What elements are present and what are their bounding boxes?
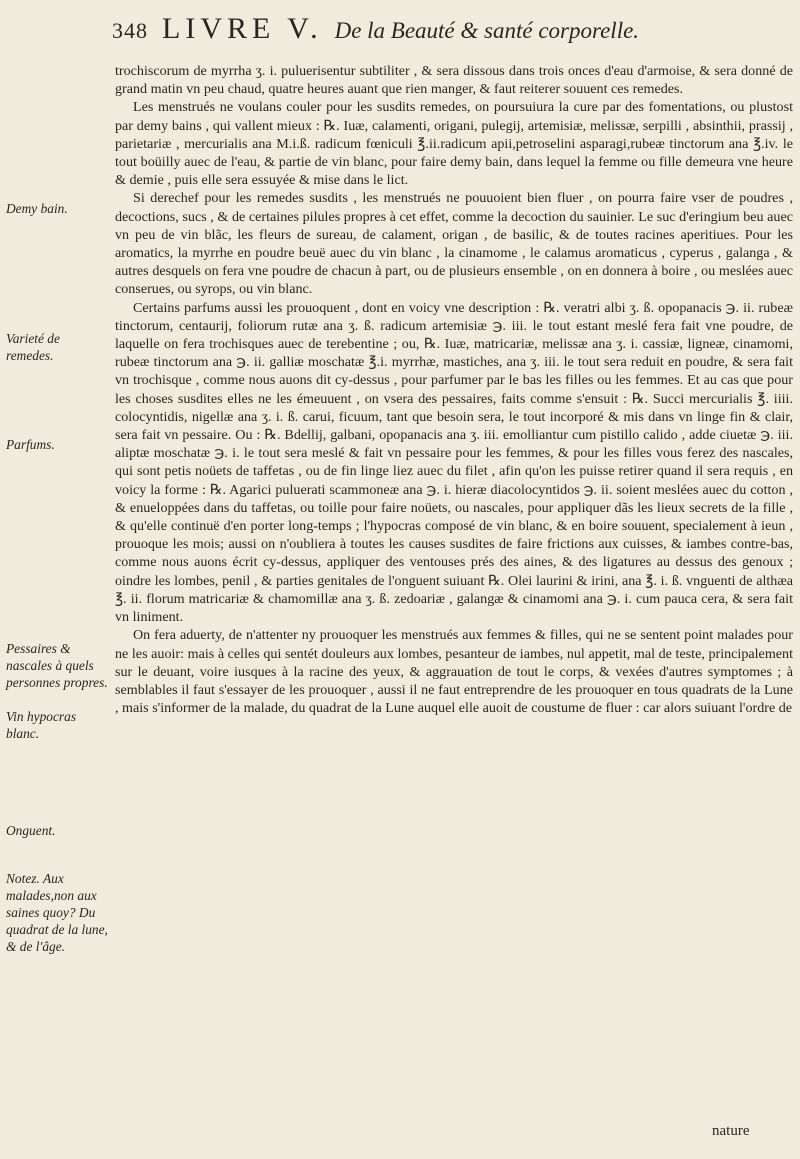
margin-note-demy-bain: Demy bain. xyxy=(6,201,68,216)
book-heading: LIVRE V. xyxy=(162,12,323,45)
margin-note-variete: Varieté de remedes. xyxy=(6,331,60,363)
margin-note-parfums: Parfums. xyxy=(6,437,55,452)
margin-note-onguent: Onguent. xyxy=(6,823,56,838)
running-head xyxy=(112,12,792,56)
paragraph-4: Certains parfums aussi les prouoquent , dont en voicy vne description : ℞. veratri albi ʒ. ß. opopanacis ℈. ii. rubeæ tinctorum, centaurij, foliorum rutæ ana ʒ. ß. radicum artemisiæ ℈. iii. le tout estant meslé fera fait vne poudre, de laquelle on fera trochisques auec de terebentine ; ou, ℞. Iuæ, matricariæ, melissæ ana ʒ. i. cassiæ, ligneæ, cinamomi, rubeæ tinctorum ana ℈. ii. galliæ moschatæ ℥.i. myrrhæ, mastiches, ana ʒ. iii. le tout sera reduit en poudre, & sera fait vn trochisque , comme nous auons dit cy-dessus , pour parfumer par le bas les filles ou les femmes. Et au cas que pour les choses susdites elles ne les émeuuent , on vsera des pessaires, faits comme s'ensuit : ℞. Succi mercurialis ℥. iiii. colocyntidis, nigellæ ana ʒ. i. ß. carui, ficuum, tant que besoin sera, le tout incorporé & mis dans vn linge fin & clair, sera fait vn pessaire. Ou : ℞. Bdellij, galbani, opopanacis ana ʒ. iii. emolliantur cum pistillo calido , adde ciuetæ ℈. iii. aliptæ moschatæ ℈. i. le tout sera meslé & fait vn pessaire pour les femmes, & pour les filles vous ferez des nascales, qui sont petis noüets de taffetas , ou de fin linge liez auec du filet , afin qu'on les puisse retirer quand il sera requis , en voicy la forme : ℞. Agarici puluerati scammoneæ ana ℈. i. hieræ diacolocyntidos ℈. ii. soient meslées auec du cotton , & enueloppées dans du taffetas, ou toille pour faire noüets, ou nascales, pour appliquer dãs les lieux secrets de la fille , & qu'elle continuë d'en porter long-temps ; l'hypocras composé de vin blanc, & en boire souuent, specialement à ieun , prouoque les mois; aussi on n'oubliera à toutes les causes susdites de faire frictions aux cuisses, & iambes contre-bas, comme nous auons écrit cy-dessus, appliquer des ventouses prés des aines, & des ligatures au dessus des genoux ; oindre les lombes, penil , & parties genitales de l'onguent suiuant ℞. Olei laurini & irini, ana ℥. i. ß. vnguenti de althæa ℥. ii. florum matricariæ & chamomillæ ana ʒ. ß. zedoariæ , galangæ & cinamomi ana ℈. i. cum pauca cera, & sera fait vn liniment. xyxy=(115,299,793,626)
margin-note-hypocras: Vin hypocras blanc. xyxy=(6,709,77,741)
paragraph-3: Si derechef pour les remedes susdits , les menstrués ne pouuoient bien fluer , on pourra faire vser de poudres , decoctions, sucs , & de certaines pilules propres à cet effet, comme la decoction du sauinier. Le suc d'eringium beu auec vn peu de vin blãc, les fleurs de sureau, de calament, origan , de basilic, & de toutes racines aperitiues. Pour les aromatics, la myrrhe en poudre beuë auec du vin blanc , la cinamome , le calamus aromaticus , cyperus , galanga , & autres desquels on fera vne poudre de chacun à part, ou de plusieurs ensemble , on en donnera à boire , ou meslées auec conserues, ou syrops, ou vin blanc. xyxy=(115,190,793,298)
margin-note-notez: Notez. Aux malades,non aux saines quoy? Du quadrat de la lune, & de l'âge. xyxy=(6,871,108,954)
catchword: nature xyxy=(712,1123,750,1139)
chapter-title: De la Beauté & santé corporelle. xyxy=(334,18,640,43)
paragraph-2: Les menstrués ne voulans couler pour les susdits remedes, on poursuiura la cure par des fomentations, ou plustost par demy bains , qui vallent mieux : ℞. Iuæ, calamenti, origani, pulegij, artemisiæ, melissæ, serpilli , absinthii, prassij , parietariæ , mercurialis ana M.i.ß. radicum fœniculi ℥.ii.radicum apii,petroselini asparagi,rubeæ tinctorum ana ℥.iv. le tout boüilly auec de l'eau, & partie de vin blanc, pour faire demy bain, dans lequel la femme ou fille demeura vne heure & demie , puis elle sera essuyée & mise dans le lict. xyxy=(115,99,793,189)
paragraph-5: On fera aduerty, de n'attenter ny prouoquer les menstrués aux femmes & filles, qui ne se sentent point malades pour ne les auoir: mais à celles qui sentét douleurs aux lombes, pesanteur de iambes, nul appetit, mal de teste, principalement sur le deuant, voire iusques à la racine des yeux, & aggrauation de tout le corps, & vexées d'autres symptomes ; à semblables il faut s'essayer de les prouoquer , aussi il ne faut entreprendre de les prouoquer en tous quadrats de la Lune , mais s'informer de la malade, du quadrat de la Lune auquel elle auoit de coustume de fluer : car alors suiuant l'ordre de xyxy=(115,627,793,717)
margin-note-pessaires: Pessaires & nascales à quels personnes propres. xyxy=(6,641,108,690)
paragraph-1: trochiscorum de myrrha ʒ. i. puluerisentur subtiliter , & sera dissous dans trois onces d'eau d'armoise, & sera donné de grand matin vn peu chaud, quatre heures auant que rien manger, & faut reiterer souuent ces remedes. xyxy=(115,63,793,98)
body-text xyxy=(115,62,793,717)
page-number: 348 xyxy=(112,18,148,43)
